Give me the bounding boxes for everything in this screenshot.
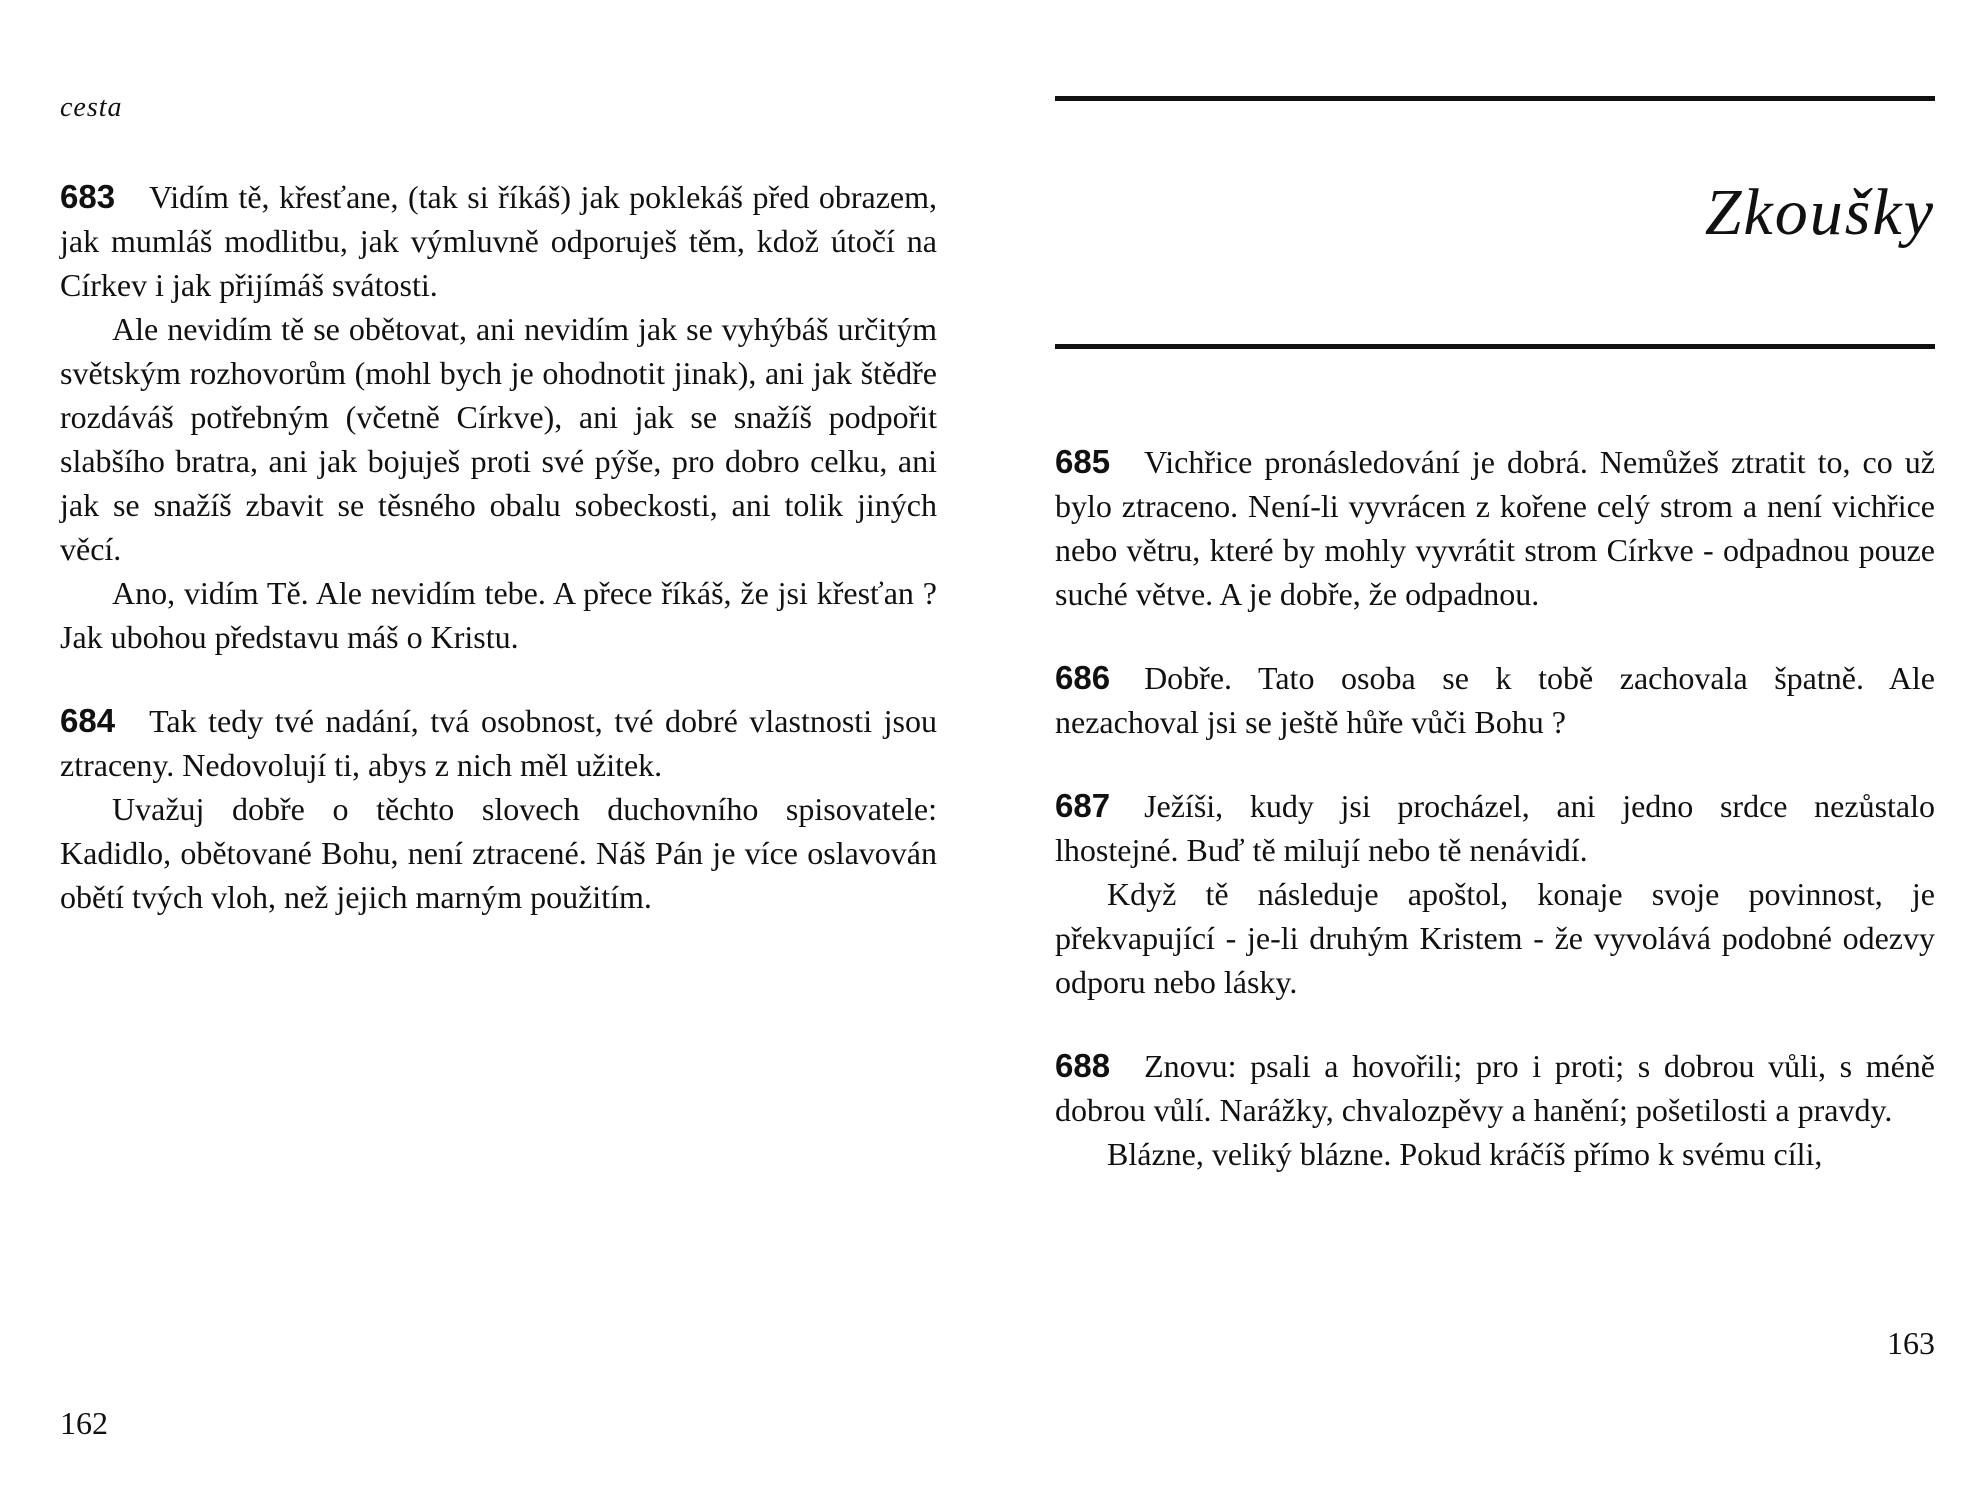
paragraph xyxy=(60,175,937,307)
left-text-block xyxy=(60,175,937,959)
paragraph-text: Ježíši, kudy jsi procházel, ani jedno srdce nezůstalo lhostejné. Buď tě milují nebo tě nenávidí. xyxy=(1055,788,1935,868)
running-head: cesta xyxy=(60,92,123,123)
paragraph: Uvažuj dobře o těchto slovech duchovního spisovatele: Kadidlo, obětované Bohu, není ztracené. Náš Pán je více oslavován obětí tvých vloh, než jejich marným použitím. xyxy=(60,791,937,915)
paragraph: Blázne, veliký blázne. Pokud kráčíš přímo k svému cíli, xyxy=(1107,1136,1823,1172)
top-rule xyxy=(1055,96,1935,101)
paragraph-text: Vichřice pronásledování je dobrá. Nemůžeš ztratit to, co už bylo ztraceno. Není-li vyvrácen z kořene celý strom a není vichřice nebo větru, které by mohly vyvrátit strom Církve - odpadnou pouze suché větve. A je dobře, že odpadnou. xyxy=(1055,444,1935,612)
right-page xyxy=(1055,0,1935,1500)
point-688 xyxy=(1055,1044,1935,1176)
point-684 xyxy=(60,699,937,919)
paragraph-text: Tak tedy tvé nadání, tvá osobnost, tvé dobré vlastnosti jsou ztraceny. Nedovolují ti, abys z nich měl užitek. xyxy=(60,703,937,783)
right-text-block xyxy=(1055,440,1935,1216)
point-687 xyxy=(1055,784,1935,1004)
paragraph-text: Vidím tě, křesťane, (tak si říkáš) jak poklekáš před obrazem, jak mumláš modlitbu, jak výmluvně odporuješ těm, kdož útočí na Církev i jak přijímáš svátosti. xyxy=(60,179,937,303)
chapter-title: Zkoušky xyxy=(1704,176,1935,249)
point-number: 688 xyxy=(1055,1047,1111,1084)
paragraph: Ale nevidím tě se obětovat, ani nevidím jak se vyhýbáš určitým světským rozhovorům (mohl bych je ohodnotit jinak), ani jak štědře rozdáváš potřebným (včetně Církve), ani jak se snažíš podpořit slabšího bratra, ani jak bojuješ proti své pýše, pro dobro celku, ani jak se snažíš zbavit se těsného obalu sobeckosti, ani tolik jiných věcí. xyxy=(60,311,937,567)
paragraph xyxy=(1055,1044,1935,1132)
point-number: 687 xyxy=(1055,787,1111,824)
paragraph xyxy=(1055,784,1935,872)
bottom-rule xyxy=(1055,344,1935,349)
paragraph-text: Dobře. Tato osoba se k tobě zachovala špatně. Ale nezachoval jsi se ještě hůře vůči Bohu ? xyxy=(1055,660,1935,740)
point-686 xyxy=(1055,656,1935,744)
point-685 xyxy=(1055,440,1935,616)
point-number: 684 xyxy=(60,702,116,739)
left-page xyxy=(60,0,937,1500)
point-number: 685 xyxy=(1055,443,1111,480)
paragraph-text: Znovu: psali a hovořili; pro i proti; s dobrou vůli, s méně dobrou vůlí. Narážky, chvalozpěvy a hanění; pošetilosti a pravdy. xyxy=(1055,1048,1935,1128)
paragraph xyxy=(60,699,937,787)
paragraph: Ano, vidím Tě. Ale nevidím tebe. A přece říkáš, že jsi křesťan ? Jak ubohou představu máš o Kristu. xyxy=(60,575,937,655)
point-number: 683 xyxy=(60,178,116,215)
paragraph xyxy=(1055,656,1935,744)
paragraph xyxy=(1055,440,1935,616)
page-number: 163 xyxy=(1887,1325,1935,1361)
point-number: 686 xyxy=(1055,659,1111,696)
page-number: 162 xyxy=(60,1405,108,1441)
point-683 xyxy=(60,175,937,659)
paragraph: Když tě následuje apoštol, konaje svoje povinnost, je překvapující - je-li druhým Kristem - že vyvolává podobné odezvy odporu nebo lásky. xyxy=(1055,876,1935,1000)
